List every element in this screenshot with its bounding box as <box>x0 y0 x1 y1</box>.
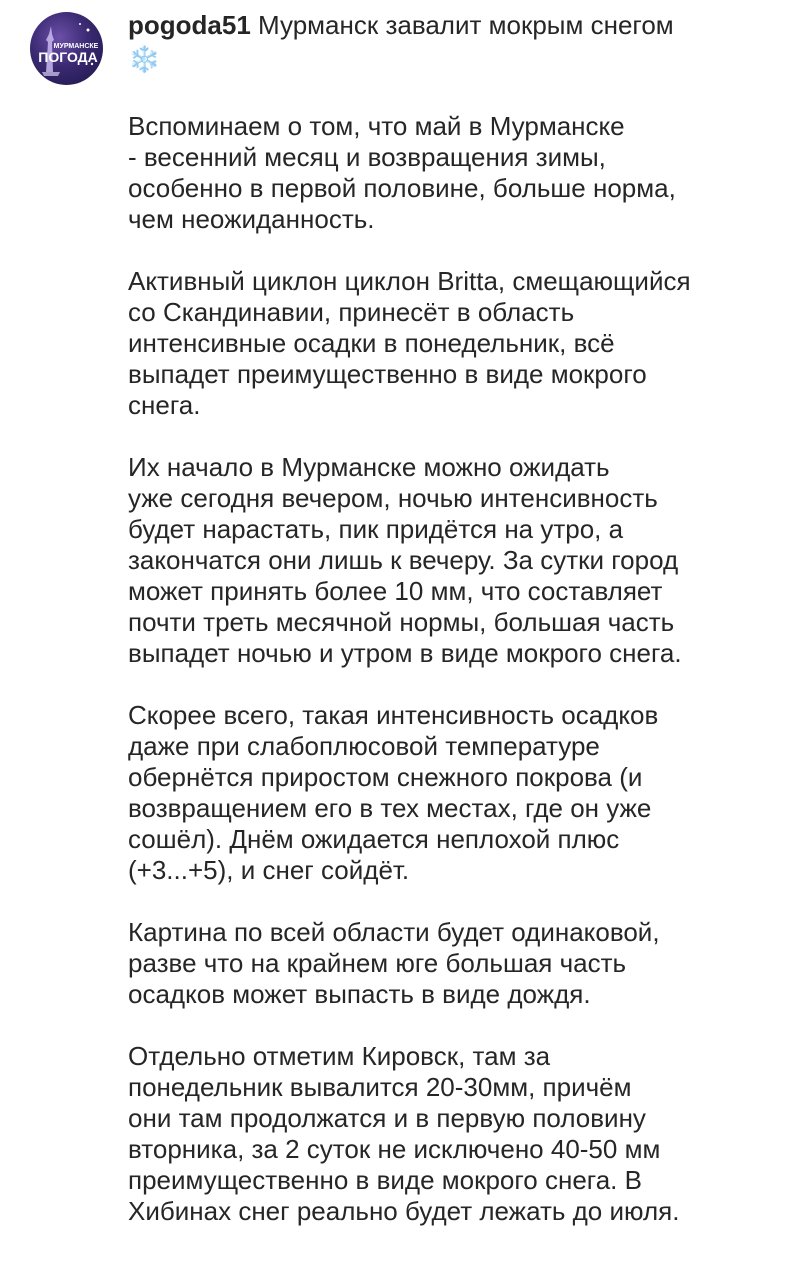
caption-line: понедельник вывалится 20-30мм, причём <box>128 1072 632 1102</box>
caption-paragraph <box>128 700 758 886</box>
caption-paragraph <box>128 917 758 1010</box>
caption-line: Их начало в Мурманске можно ожидать <box>128 452 610 482</box>
caption-line: Активный циклон циклон Britta, смещающийся <box>128 266 691 296</box>
caption-line: выпадет преимущественно в виде мокрого <box>128 359 647 389</box>
caption-line: возвращением его в тех местах, где он уже <box>128 793 652 823</box>
caption-line: уже сегодня вечером, ночью интенсивность <box>128 483 658 513</box>
post-title: Мурманск завалит мокрым снегом <box>258 10 674 40</box>
caption-line: выпадет ночью и утром в виде мокрого снега. <box>128 638 682 668</box>
post-caption <box>128 111 758 1258</box>
murmansk-pogoda-logo-icon <box>30 12 103 85</box>
caption-line: чем неожиданность. <box>128 204 375 234</box>
caption-line: преимущественно в виде мокрого снега. В <box>128 1165 642 1195</box>
caption-paragraph <box>128 1041 758 1227</box>
caption-line: со Скандинавии, принесёт в область <box>128 297 575 327</box>
caption-line: будет нарастать, пик придётся на утро, а <box>128 514 624 544</box>
caption-line: интенсивные осадки в понедельник, всё <box>128 328 615 358</box>
logo-text-top: МУРМАНСКЕ <box>53 43 99 50</box>
caption-line: обернётся приростом снежного покрова (и <box>128 762 643 792</box>
caption-paragraph <box>128 452 758 669</box>
caption-line: снега. <box>128 390 201 420</box>
caption-line: может принять более 10 мм, что составляет <box>128 576 663 606</box>
caption-line: сошёл). Днём ожидается неплохой плюс <box>128 824 620 854</box>
caption-line: вторника, за 2 суток не исключено 40-50 мм <box>128 1134 661 1164</box>
logo-text-main: ПОГОДА <box>38 49 98 65</box>
caption-line: разве что на крайнем юге большая часть <box>128 948 627 978</box>
post-header <box>128 8 768 76</box>
snowflake-icon: ❄️ <box>128 44 161 74</box>
caption-paragraph <box>128 111 758 235</box>
caption-line: осадков может выпасть в виде дождя. <box>128 979 591 1009</box>
caption-line: Хибинах снег реально будет лежать до июля. <box>128 1196 680 1226</box>
caption-line: закончатся они лишь к вечеру. За сутки город <box>128 545 679 575</box>
caption-line: они там продолжатся и в первую половину <box>128 1103 646 1133</box>
caption-line: Картина по всей области будет одинаковой, <box>128 917 660 947</box>
caption-line: (+3...+5), и снег сойдёт. <box>128 855 410 885</box>
caption-line: особенно в первой половине, больше норма, <box>128 173 676 203</box>
caption-line: Скорее всего, такая интенсивность осадков <box>128 700 659 730</box>
caption-line: Вспоминаем о том, что май в Мурманске <box>128 111 625 141</box>
username-link[interactable]: pogoda51 <box>128 10 251 40</box>
caption-line: Отдельно отметим Кировск, там за <box>128 1041 551 1071</box>
caption-paragraph <box>128 266 758 421</box>
caption-line: - весенний месяц и возвращения зимы, <box>128 142 606 172</box>
caption-line: почти треть месячной нормы, большая часть <box>128 607 675 637</box>
avatar[interactable] <box>30 12 103 85</box>
caption-line: даже при слабоплюсовой температуре <box>128 731 600 761</box>
